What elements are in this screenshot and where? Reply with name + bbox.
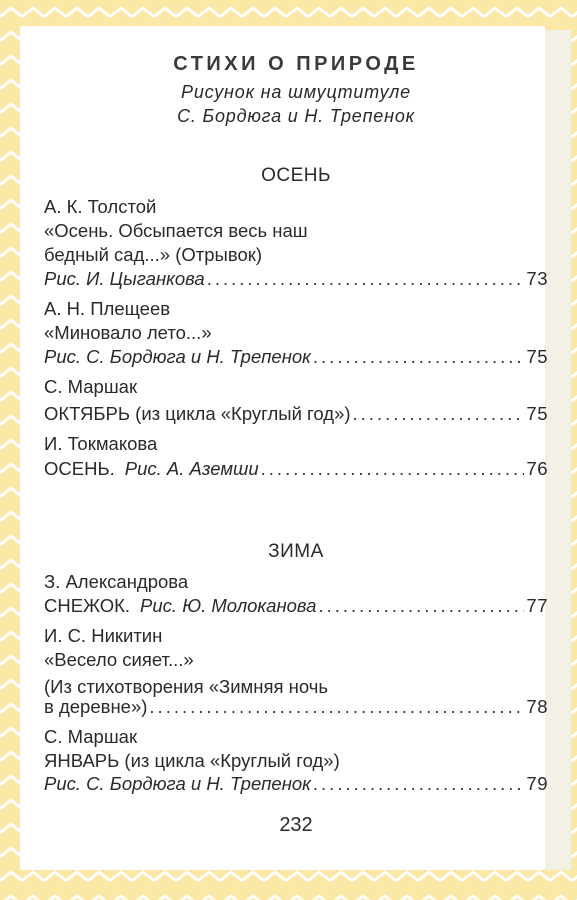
entry-illustrator: Рис. И. Цыганкова (44, 268, 205, 289)
entry-page-number: 77 (526, 595, 548, 616)
toc-entry-row[interactable] (44, 267, 548, 291)
entry-page-number: 78 (526, 696, 548, 717)
entry-author: И. Токмакова (44, 433, 158, 454)
entry-title: «Весело сияет...» (44, 649, 194, 670)
entry-illustrator: Рис. С. Бордюга и Н. Трепенок (44, 346, 311, 367)
next-page-edge (545, 30, 571, 870)
dot-leader (149, 695, 524, 719)
subtitle-line-1: Рисунок на шмуцтитуле (181, 82, 411, 102)
dot-leader (261, 457, 525, 481)
dot-leader (313, 772, 525, 796)
entry-title: «Осень. Обсыпается весь наш (44, 220, 308, 241)
winter-heading: ЗИМА (268, 541, 324, 562)
autumn-heading: ОСЕНЬ (261, 165, 331, 186)
entry-title: бедный сад...» (Отрывок) (44, 244, 263, 265)
toc-entry-row[interactable] (44, 695, 548, 719)
entry-title: СНЕЖОК. (44, 595, 131, 616)
entry-note: в деревне») (44, 696, 148, 717)
entry-page-number: 75 (526, 403, 548, 424)
entry-author: А. К. Толстой (44, 196, 157, 217)
entry-page-number: 79 (526, 773, 548, 794)
subtitle-line-2: С. Бордюга и Н. Трепенок (177, 106, 415, 126)
dot-leader (353, 402, 525, 426)
entry-page-number: 75 (526, 346, 548, 367)
entry-note: (Из стихотворения «Зимняя ночь (44, 676, 329, 697)
toc-entry-row[interactable] (44, 594, 548, 618)
entry-title: ОСЕНЬ. (44, 458, 115, 479)
dot-leader (313, 345, 525, 369)
entry-author: А. Н. Плещеев (44, 298, 171, 319)
section-title: СТИХИ О ПРИРОДЕ (173, 53, 419, 75)
entry-page-number: 76 (526, 458, 548, 479)
entry-illustrator: Рис. Ю. Молоканова (140, 595, 317, 616)
entry-author: И. С. Никитин (44, 625, 163, 646)
entry-title: ОКТЯБРЬ (из цикла «Круглый год») (44, 403, 351, 424)
dot-leader (318, 594, 524, 618)
entry-illustrator: Рис. С. Бордюга и Н. Трепенок (44, 773, 311, 794)
toc-entry-row[interactable] (44, 345, 548, 369)
entry-author: З. Александрова (44, 571, 189, 592)
toc-entry-row[interactable] (44, 457, 548, 481)
page-number: 232 (279, 814, 313, 836)
entry-illustrator: Рис. А. Аземши (124, 458, 259, 479)
dot-leader (207, 267, 525, 291)
entry-author: С. Маршак (44, 376, 138, 397)
entry-author: С. Маршак (44, 726, 138, 747)
toc-entry-row[interactable] (44, 402, 548, 426)
entry-title: ЯНВАРЬ (из цикла «Круглый год») (44, 750, 340, 771)
entry-page-number: 73 (526, 268, 548, 289)
toc-entry-row[interactable] (44, 772, 548, 796)
entry-title: «Миновало лето...» (44, 322, 212, 343)
